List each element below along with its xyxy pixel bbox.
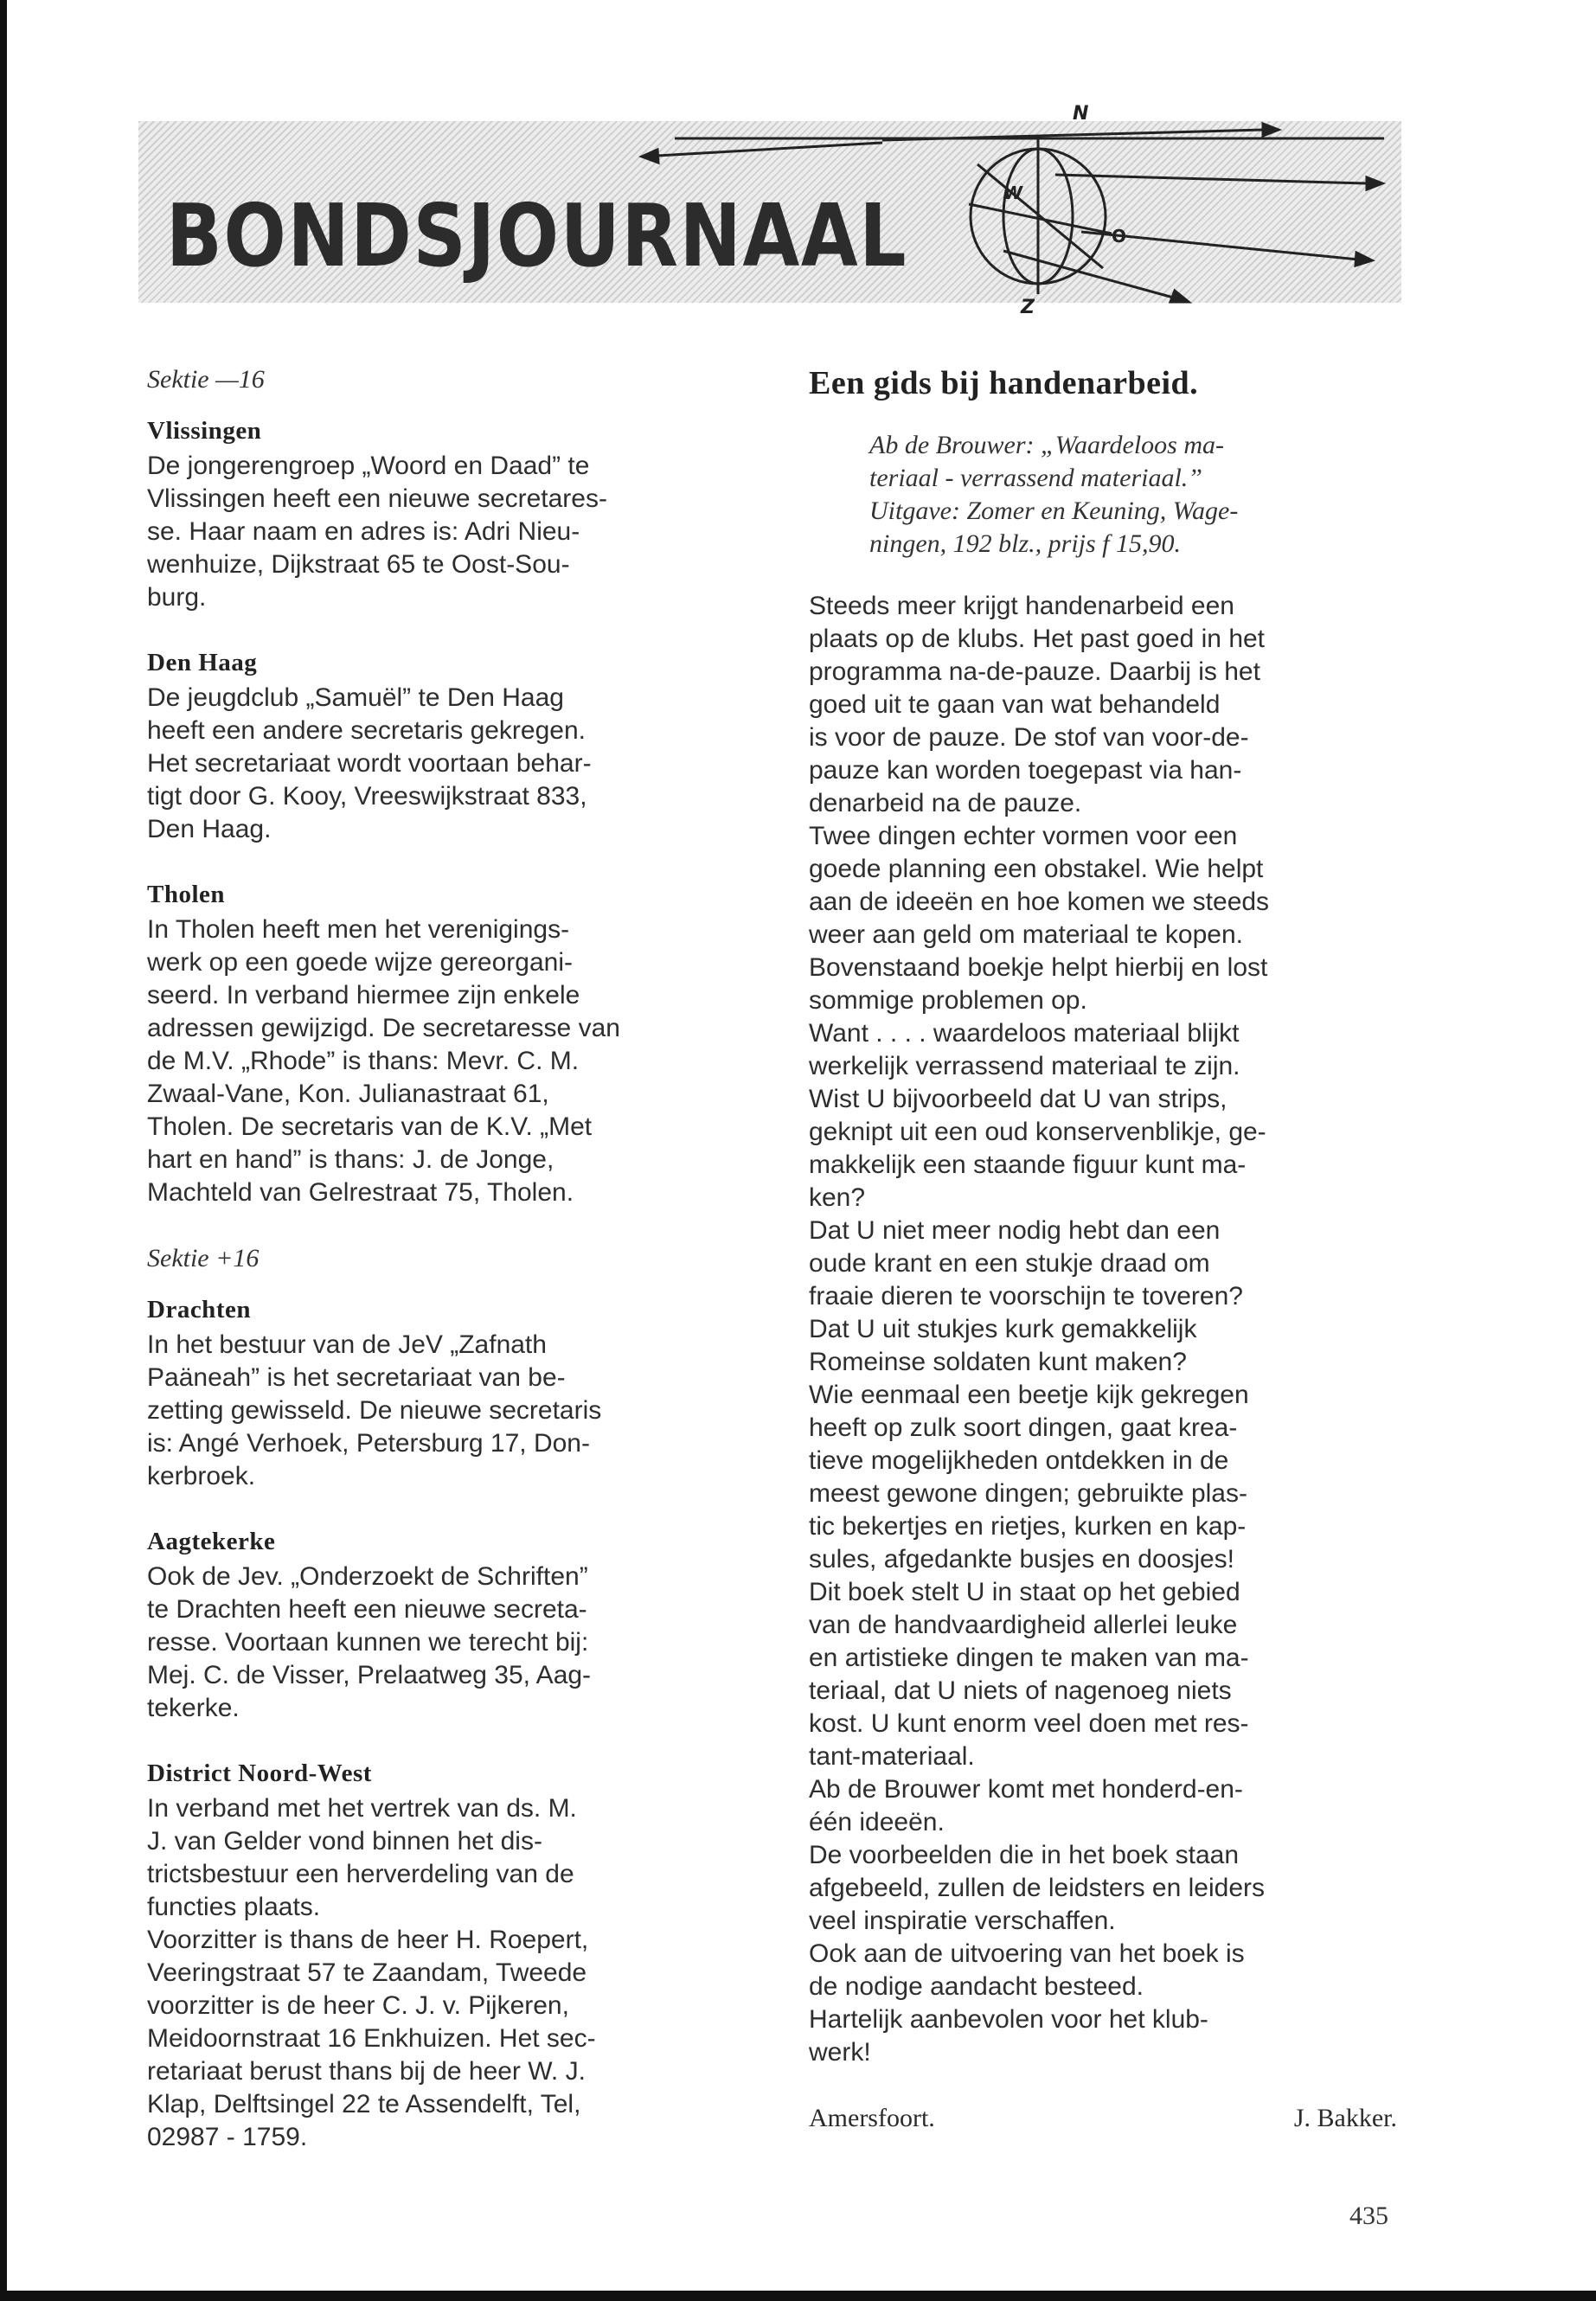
compass-north-label: N [1073,103,1089,125]
signoff-place: Amersfoort. [809,2104,935,2132]
signoff [809,2102,1397,2135]
left-column [147,363,735,2187]
banner-title: BONDSJOURNAAL [166,185,908,286]
section-text: In Tholen heeft men het verenigings- werk op een goede wijze gereorgani- seerd. In verband hiermee zijn enkele adressen gewijzigd. De secretaresse van de M.V. „Rhode” is thans: Mevr. C. M. Zwaal-Vane, Kon. Julianastraat 61, Tholen. De secretaris van de K.V. „Met hart en hand” is thans: J. de Jonge, Machteld van Gelrestraat 75, Tholen. [147,915,620,1207]
compass-globe-icon [138,103,1401,318]
book-info: Ab de Brouwer: „Waardeloos ma- teriaal - verrassend materiaal.” Uitgave: Zomer en Keuning, Wage- ningen, 192 blz., prijs f 15,90. [869,431,1239,558]
section-tholen [147,879,735,1209]
page-number: 435 [1349,2202,1388,2230]
section-text: Ook de Jev. „Onderzoekt de Schriften” te Drachten heeft een nieuwe secreta- resse. Voortaan kunnen we terecht bij: Mej. C. de Visser, Prelaatweg 35, Aag- tekerke. [147,1562,592,1722]
right-column [809,363,1397,2135]
section-text: In verband met het vertrek van ds. M. J. van Gelder vond binnen het dis- trictsbestuur een herverdeling van de functies plaats. Voorzitter is thans de heer H. Roepert, Veeringstraat 57 te Zaandam, Tweede voorzitter is de heer C. J. v. Pijkeren, Meidoornstraat 16 Enkhuizen. Het sec- retariaat berust thans bij de heer W. J. Klap, Delftsingel 22 te Assendelft, Tel, 02987 - 1759. [147,1794,596,2151]
signoff-author: J. Bakker. [1293,2104,1397,2132]
header-banner [138,103,1401,318]
section-heading: Den Haag [147,649,258,676]
section-den-haag [147,647,735,846]
section-text: De jongerengroep „Woord en Daad” te Vlissingen heeft een nieuwe secretares- se. Haar naam en adres is: Adri Nieu- wenhuize, Dijkstraat 65 te Oost-Sou- burg. [147,452,607,612]
section-heading: District Noord-West [147,1759,372,1787]
section-heading: Vlissingen [147,417,262,445]
compass-east-label: O [1112,226,1127,247]
compass-south-label: Z [1021,297,1035,318]
scan-edge-left [0,0,7,2301]
section-aagtekerke [147,1526,735,1725]
section-vlissingen [147,415,735,614]
section-district-noord-west [147,1758,735,2154]
section-heading: Drachten [147,1296,251,1324]
section-drachten [147,1294,735,1493]
compass-west-label: W [1003,183,1023,203]
section-text: In het bestuur van de JeV „Zafnath Paäneah” is het secretariaat van be- zetting gewisseld. De nieuwe secretaris is: Angé Verhoek, Petersburg 17, Don- kerbroek. [147,1330,602,1490]
scan-edge-bottom [0,2291,1596,2301]
section-heading: Tholen [147,881,226,908]
sektie-heading: Sektie +16 [147,1244,260,1272]
sektie-heading: Sektie —16 [147,365,265,394]
section-text: De jeugdclub „Samuël” te Den Haag heeft een andere secretaris gekregen. Het secretariaat wordt voortaan behar- tigt door G. Kooy, Vreeswijkstraat 833, Den Haag. [147,683,592,843]
section-heading: Aagtekerke [147,1528,276,1555]
article-body: Steeds meer krijgt handenarbeid een plaats op de klubs. Het past goed in het programma na-de-pauze. Daarbij is het goed uit te gaan van wat behandeld is voor de pauze. De stof van voor-de- pauze kan worden toegepast via han- denarbeid na de pauze. Twee dingen echter vormen voor een goede planning een obstakel. Wie helpt aan de ideeën en hoe komen we steeds weer aan geld om materiaal te kopen. Bovenstaand boekje helpt hierbij en lost sommige problemen op. Want . . . . waardeloos materiaal blijkt werkelijk verrassend materiaal te zijn. Wist U bijvoorbeeld dat U van strips, geknipt uit een oud konservenblikje, ge- makkelijk een staande figuur kunt ma- ken? Dat U niet meer nodig hebt dan een oude krant en een stukje draad om fraaie dieren te voorschijn te toveren? Dat U uit stukjes kurk gemakkelijk Romeinse soldaten kunt maken? Wie eenmaal een beetje kijk gekregen heeft op zulk soort dingen, gaat krea- tieve mogelijkheden ontdekken in de meest gewone dingen; gebruikte plas- tic bekertjes en rietjes, kurken en kap- sules, afgedankte busjes en doosjes! Dit boek stelt U in staat op het gebied van de handvaardigheid allerlei leuke en artistieke dingen te maken van ma- teriaal, dat U niets of nagenoeg niets kost. U kunt enorm veel doen met res- tant-materiaal. Ab de Brouwer komt met honderd-en- één ideeën. De voorbeelden die in het boek staan afgebeeld, zullen de leidsters en leiders veel inspiratie verschaffen. Ook aan de uitvoering van het boek is de nodige aandacht besteed. Hartelijk aanbevolen voor het klub- werk! [809,592,1270,2067]
article-title: Een gids bij handenarbeid. [809,365,1199,401]
